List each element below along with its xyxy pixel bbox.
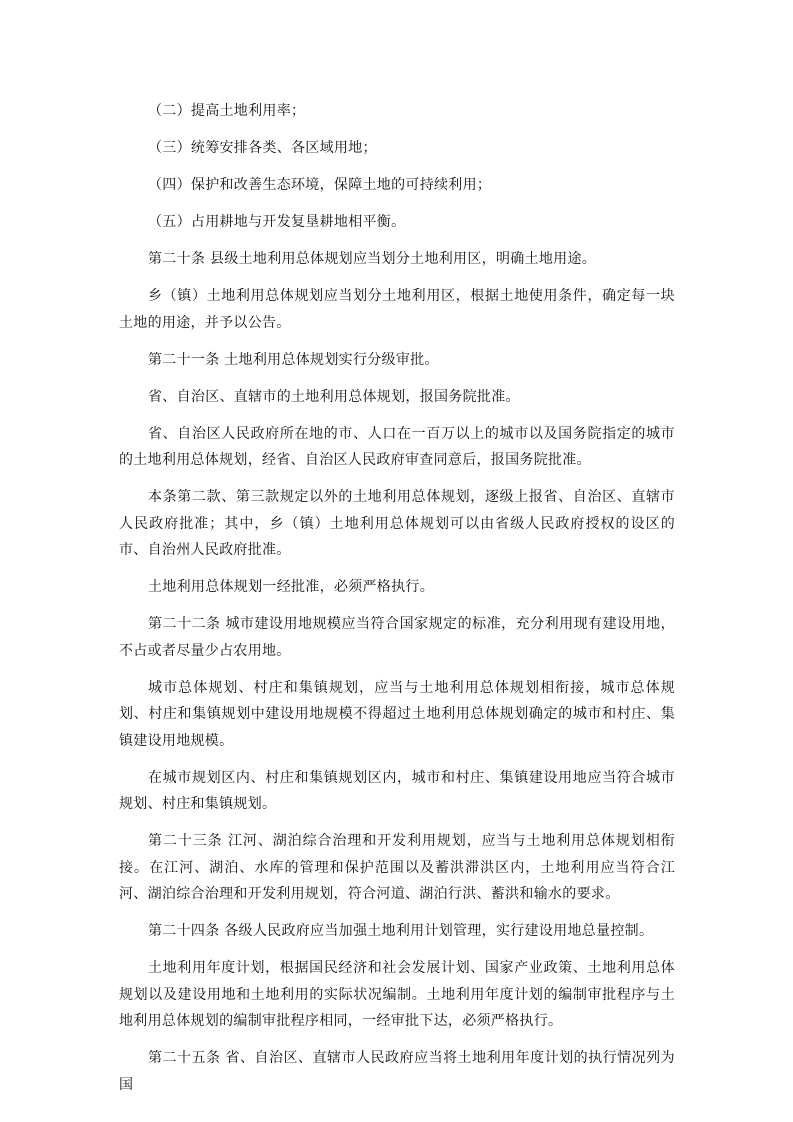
article-21-clause-3: 省、自治区人民政府所在地的市、人口在一百万以上的城市以及国务院指定的城市的土地利用总体规划，经省、自治区人民政府审查同意后，报国务院批准。	[119, 425, 675, 468]
article-20: 第二十条 县级土地利用总体规划应当划分土地利用区，明确土地用途。	[148, 251, 597, 267]
article-23: 第二十三条 江河、湖泊综合治理和开发利用规划，应当与土地利用总体规划相衔接。在江河、湖泊、水库的管理和保护范围以及蓄洪滞洪区内，土地利用应当符合江河、湖泊综合治理和开发利用规划，符合河道、湖泊行洪、蓄洪和输水的要求。	[119, 833, 675, 902]
paragraph-item-3: （三）统筹安排各类、各区域用地；	[148, 140, 377, 156]
article-20-clause-2: 乡（镇）土地利用总体规划应当划分土地利用区，根据土地使用条件，确定每一块土地的用途，并予以公告。	[119, 288, 675, 331]
article-24: 第二十四条 各级人民政府应当加强土地利用计划管理，实行建设用地总量控制。	[148, 923, 654, 939]
article-22-clause-3: 在城市规划区内、村庄和集镇规划区内，城市和村庄、集镇建设用地应当符合城市规划、村庄和集镇规划。	[119, 769, 675, 812]
article-21-clause-5: 土地利用总体规划一经批准，必须严格执行。	[148, 579, 434, 595]
document-page	[119, 98, 675, 1109]
paragraph-item-5: （五）占用耕地与开发复垦耕地相平衡。	[148, 214, 406, 230]
paragraph-item-2: （二）提高土地利用率；	[148, 103, 306, 119]
article-25: 第二十五条 省、自治区、直辖市人民政府应当将土地利用年度计划的执行情况列为国	[119, 1050, 675, 1093]
article-22: 第二十二条 城市建设用地规模应当符合国家规定的标准，充分利用现有建设用地，不占或者尽量少占农用地。	[119, 616, 675, 659]
article-21-clause-4: 本条第二款、第三款规定以外的土地利用总体规划，逐级上报省、自治区、直辖市人民政府批准；其中，乡（镇）土地利用总体规划可以由省级人民政府授权的设区的市、自治州人民政府批准。	[119, 489, 675, 558]
article-24-clause-2: 土地利用年度计划，根据国民经济和社会发展计划、国家产业政策、土地利用总体规划以及建设用地和土地利用的实际状况编制。土地利用年度计划的编制审批程序与土地利用总体规划的编制审批程序相同，一经审批下达，必须严格执行。	[119, 960, 675, 1029]
article-22-clause-2: 城市总体规划、村庄和集镇规划，应当与土地利用总体规划相衔接，城市总体规划、村庄和集镇规划中建设用地规模不得超过土地利用总体规划确定的城市和村庄、集镇建设用地规模。	[119, 679, 675, 749]
paragraph-item-4: （四）保护和改善生态环境，保障土地的可持续利用；	[148, 177, 492, 193]
article-21-clause-2: 省、自治区、直辖市的土地利用总体规划，报国务院批准。	[148, 388, 520, 405]
article-21: 第二十一条 土地利用总体规划实行分级审批。	[148, 351, 439, 368]
